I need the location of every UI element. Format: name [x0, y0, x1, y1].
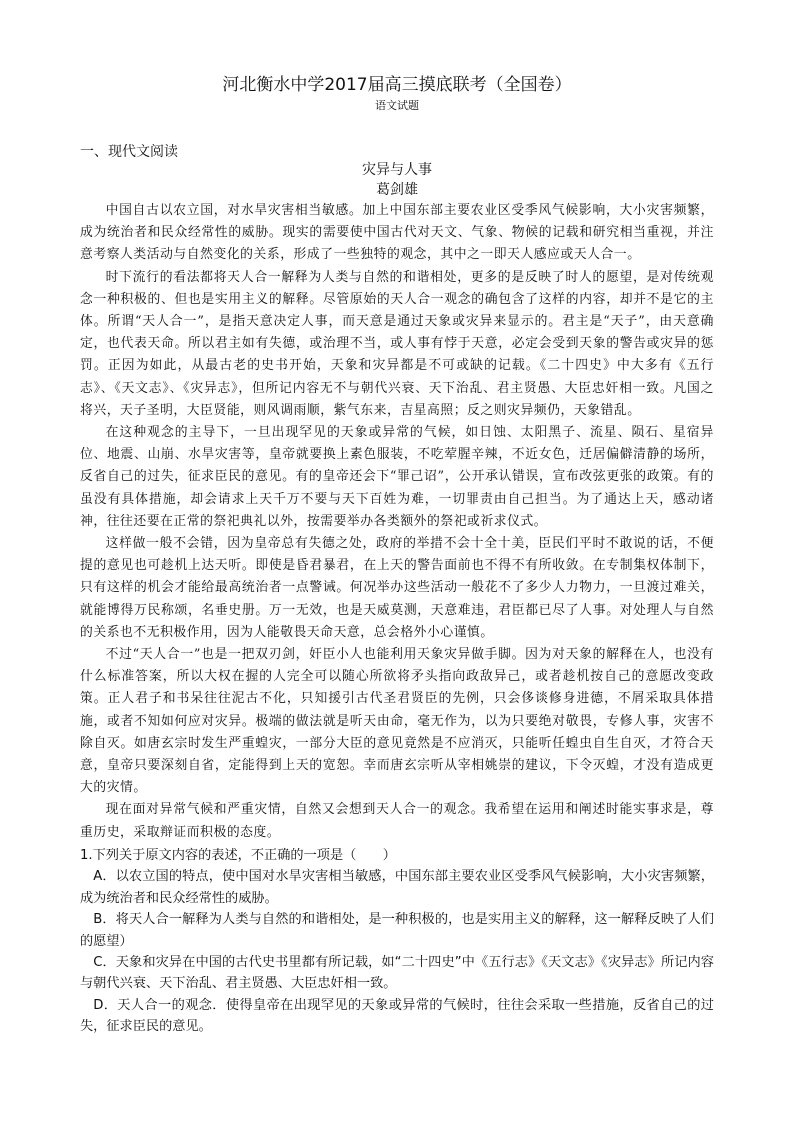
article-paragraph: 现在面对异常气候和严重灾情，自然又会想到天人合一的观念。我希望在运用和阐述时能实事求是，尊重历史，采取辩证而积极的态度。 [80, 802, 714, 840]
article-author: 葛剑雄 [376, 182, 418, 198]
article-paragraph: 时下流行的看法都将天人合一解释为人类与自然的和谐相处，更多的是反映了时人的愿望，是对传统观念一种积极的、但也是实用主义的解释。尽管原始的天人合一观念的确包含了这样的内容，却并不是它的主体。所谓“天人合一”，是指天意决定人事，而天意是通过天象或灾异来显示的。君主是“天子”，由天意确定，也代表天命。所以君主如有失德，或治理不当，或人事有悖于天意，必定会受到天象的警告或灾异的惩罚。正因为如此，从最古老的史书开始，天象和灾异都是不可或缺的记载。《二十四史》中大多有《五行志》、《天文志》、《灾异志》，但所记内容无不与朝代兴衰、天下治乱、君主贤愚、大臣忠奸相一致。凡国之将兴，天子圣明，大臣贤能，则风调雨顺，紫气东来，吉星高照；反之则灾异频仍，天象错乱。 [80, 269, 714, 418]
option-c: C．天象和灾异在中国的古代史书里都有所记载，如“二十四史”中《五行志》《天文志》《灾异志》所记内容与朝代兴衰、天下治乱、君主贤愚、大臣忠奸相一致。 [80, 955, 714, 992]
section-heading: 一、现代文阅读 [80, 144, 178, 160]
question-1 [80, 845, 714, 1038]
exam-subtitle: 语文试题 [375, 99, 419, 112]
article-paragraph: 在这种观念的主导下，一旦出现罕见的天象或异常的气候，如日蚀、太阳黑子、流星、陨石、星宿异位、地震、山崩、水旱灾害等，皇帝就要换上素色服装，不吃荤腥辛辣，不近女色，迁居偏僻清静的场所，反省自己的过失，征求臣民的意见。有的皇帝还会下“罪己诏”，公开承认错误，宣布改弦更张的政策。有的虽没有具体措施，却会请求上天千万不要与天下百姓为难，一切罪责由自己担当。为了通达上天，感动诸神，往往还要在正常的祭祀典礼以外，按需要举办各类额外的祭祀或祈求仪式。 [80, 425, 714, 529]
option-a: A．以农立国的特点，使中国对水旱灾害相当敏感，中国东部主要农业区受季风气候影响，大小灾害频繁，成为统治者和民众经常性的威胁。 [80, 869, 714, 906]
article-paragraph: 不过“天人合一”也是一把双刃剑，奸臣小人也能利用天象灾异做手脚。因为对天象的解释在人，也没有什么标准答案，所以大权在握的人完全可以随心所欲将矛头指向政敌异己，或者趁机按自己的意愿改变政策。正人君子和书呆往往泥古不化，只知援引古代圣君贤臣的先例，只会侈谈修身进德，不屑采取具体措施，或者不知如何应对灾异。极端的做法就是听天由命，毫无作为，以为只要绝对敬畏，专修人事，灾害不除自灭。如唐玄宗时发生严重蝗灾，一部分大臣的意见竟然是不应消灭，只能听任蝗虫自生自灭，才符合天意，皇帝只要深刻自省，定能得到上天的宽恕。幸而唐玄宗听从宰相姚崇的建议，下令灭蝗，才没有造成更大的灾情。 [80, 647, 714, 796]
question-stem: 1.下列关于原文内容的表述，不正确的一项是（ ） [80, 848, 396, 863]
option-b: B．将天人合一解释为人类与自然的和谐相处，是一种积极的，也是实用主义的解释，这一解释反映了人们的愿望） [80, 912, 714, 949]
article-paragraph: 中国自古以农立国，对水旱灾害相当敏感。加上中国东部主要农业区受季风气候影响，大小灾害频繁，成为统治者和民众经常性的威胁。现实的需要使中国古代对天文、气象、物候的记载和研究相当重视，并注意考察人类活动与自然变化的关系，形成了一些独特的观念，其中之一即天人感应或天人合一。 [80, 203, 714, 263]
article-title: 灾异与人事 [362, 162, 432, 178]
article-paragraph: 这样做一般不会错，因为皇帝总有失德之处，政府的举措不会十全十美，臣民们平时不敢说的话，不便提的意见也可趁机上达天听。即使是昏君暴君，在上天的警告面前也不得不有所收敛。在专制集权体制下，只有这样的机会才能给最高统治者一点警诫。何况举办这些活动一般花不了多少人力物力，一旦渡过难关，就能博得万民称颂，名垂史册。万一无效，也是天威莫测，天意难违，君臣都已尽了人事。对处理人与自然的关系也不无积极作用，因为人能敬畏天命天意，总会格外小心谨慎。 [80, 536, 714, 640]
exam-title: 河北衡水中学2017届高三摸底联考（全国卷） [222, 75, 572, 95]
option-d: D．天人合一的观念．使得皇帝在出现罕见的天象或异常的气候时，往往会采取一些措施，反省自己的过失，征求臣民的意见。 [80, 997, 714, 1035]
article-body [80, 200, 714, 844]
